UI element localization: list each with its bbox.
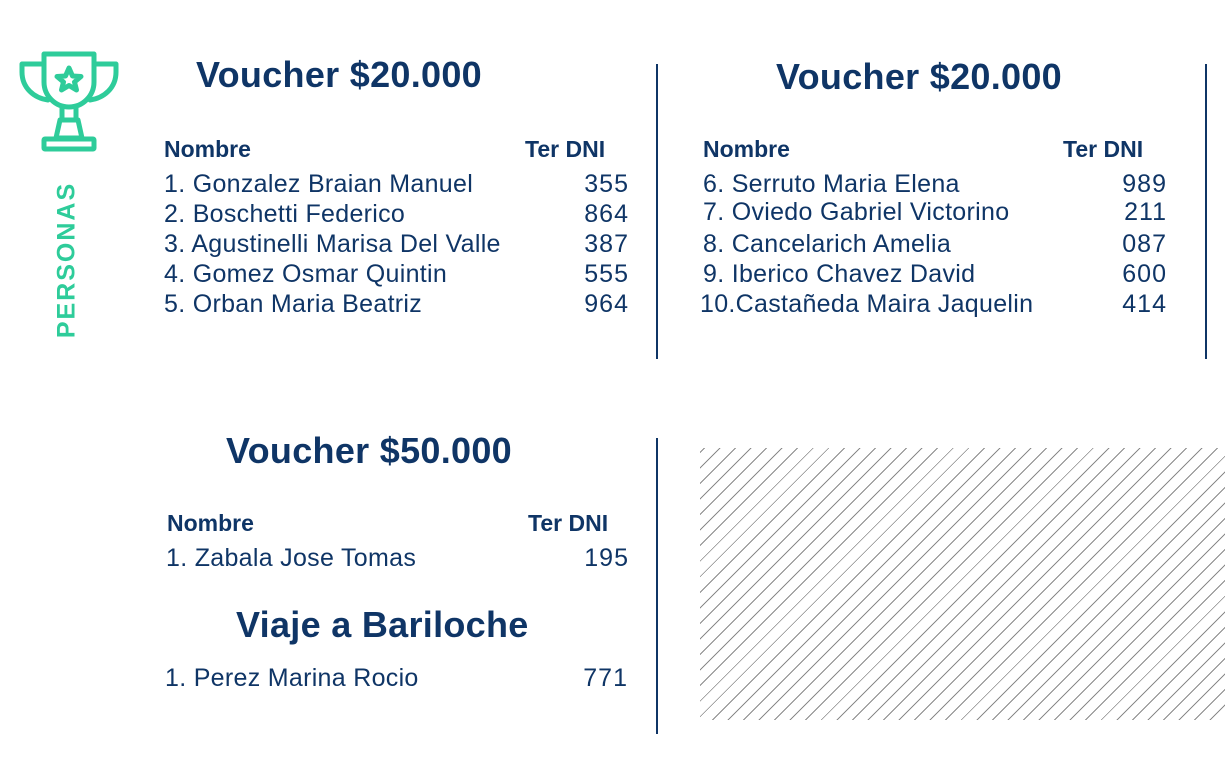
list-item [703,260,1167,290]
column-header-dni: Ter DNI [525,136,606,162]
list-item [703,230,1167,260]
winner-name: 3. Agustinelli Marisa Del Valle [164,230,501,258]
winner-dni: 195 [584,544,629,572]
winner-dni: 964 [584,290,629,318]
list-item [164,230,629,260]
divider-top-right [1205,64,1207,359]
block-title: Viaje a Bariloche [236,604,529,645]
category-label-text: PERSONAS [52,181,81,339]
winner-dni: 771 [583,664,628,692]
winner-dni: 864 [584,200,629,228]
winner-dni: 555 [584,260,629,288]
list-item [164,200,629,230]
list-item [166,544,629,574]
column-header-dni: Ter DNI [1063,136,1144,162]
list-item [700,290,1167,320]
winner-name: 4. Gomez Osmar Quintin [164,260,448,288]
list-item [164,170,629,200]
block-title: Voucher $20.000 [196,54,482,95]
winner-dni: 414 [1122,290,1167,318]
trophy-star-icon [14,48,124,156]
winner-name: 1. Zabala Jose Tomas [166,544,417,572]
column-header-name: Nombre [167,510,254,536]
list-item [165,664,628,694]
list-item [164,260,629,290]
block-title: Voucher $20.000 [776,56,1062,97]
winner-name: 10.Castañeda Maira Jaquelin [700,290,1034,318]
winner-name: 1. Gonzalez Braian Manuel [164,170,474,198]
column-header-dni: Ter DNI [528,510,609,536]
winner-name: 7. Oviedo Gabriel Victorino [703,198,1010,226]
winner-name: 2. Boschetti Federico [164,200,406,228]
winner-name: 1. Perez Marina Rocio [165,664,419,692]
empty-placeholder-panel [700,448,1225,720]
block-title: Voucher $50.000 [226,430,512,471]
list-item [164,290,629,320]
divider-top-left [656,64,658,359]
winner-dni: 355 [584,170,629,198]
winner-name: 5. Orban Maria Beatriz [164,290,423,318]
column-header-name: Nombre [164,136,251,162]
winner-name: 9. Iberico Chavez David [703,260,976,288]
divider-bottom [656,438,658,734]
winner-dni: 989 [1122,170,1167,198]
winner-dni: 087 [1122,230,1167,258]
list-item [703,170,1167,200]
winner-name: 6. Serruto Maria Elena [703,170,960,198]
winner-dni: 387 [584,230,629,258]
winner-name: 8. Cancelarich Amelia [703,230,952,258]
list-item [703,198,1167,228]
winner-dni: 600 [1122,260,1167,288]
column-header-name: Nombre [703,136,790,162]
winner-dni: 211 [1124,198,1167,226]
